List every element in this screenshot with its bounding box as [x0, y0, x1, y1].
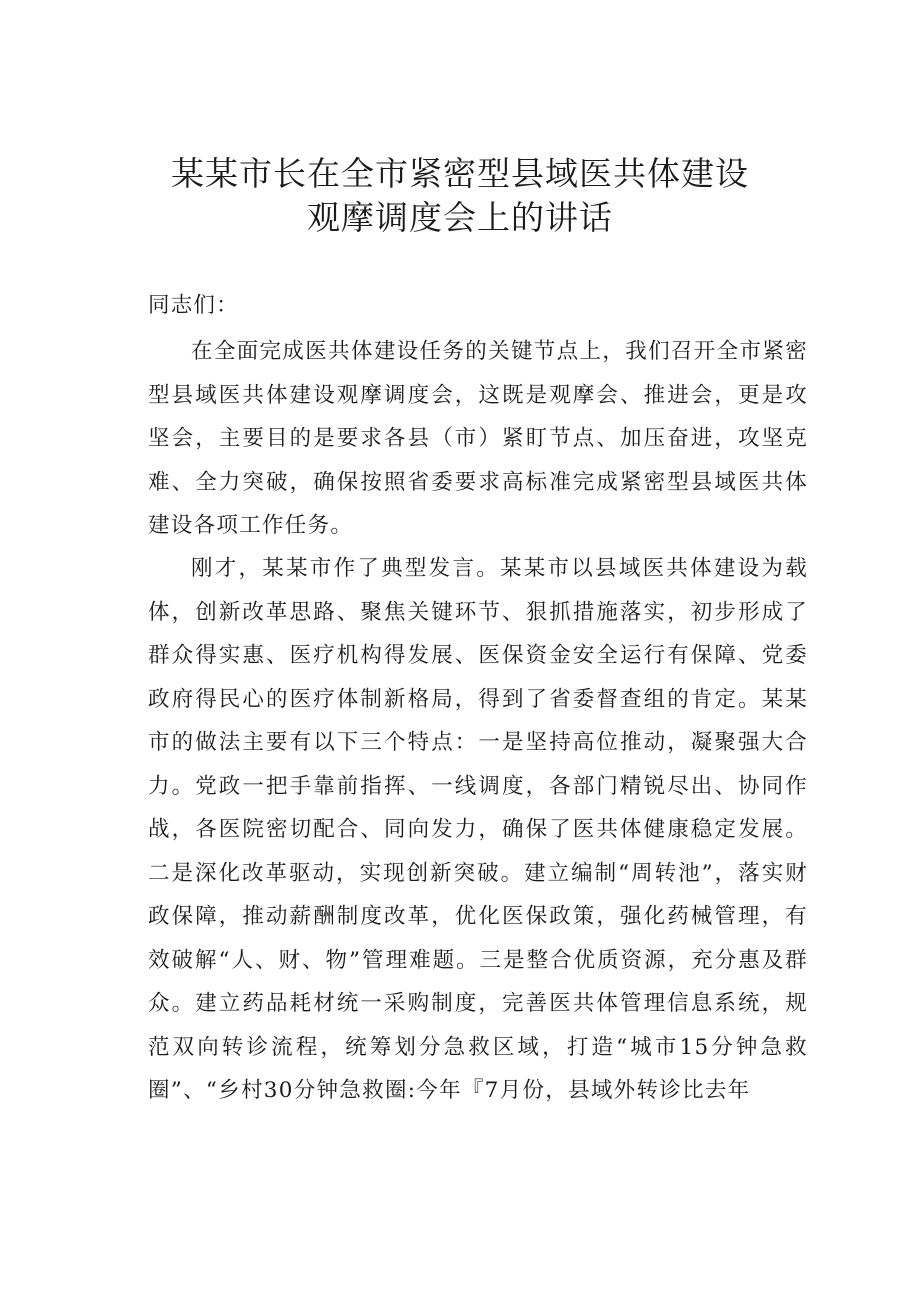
greeting: 同志们： [148, 293, 239, 318]
paragraph-2: 刚才，某某市作了典型发言。某某市以县域医共体建设为载体，创新改革思路、聚焦关键环节、狠抓措施落实，初步形成了群众得实惠、医疗机构得发展、医保资金安全运行有保障、党委政府得民心的医疗体制新格局，得到了省委督查组的肯定。某某市的做法主要有以下三个特点：一是坚持高位推动，凝聚强大合力。党政一把手靠前指挥、一线调度，各部门精锐尽出、协同作战，各医院密切配合、同向发力，确保了医共体健康稳定发展。二是深化改革驱动，实现创新突破。建立编制“周转池”，落实财政保障，推动薪酬制度改革，优化医保政策，强化药械管理，有效破解“人、财、物”管理难题。三是整合优质资源，充分惠及群众。建立药品耗材统一采购制度，完善医共体管理信息系统，规范双向转诊流程，统筹划分急救区域，打造“城市15分钟急救圈”、“乡村30分钟急救圈:今年『7月份，县域外转诊比去年 [148, 556, 808, 1103]
paragraph-1: 在全面完成医共体建设任务的关键节点上，我们召开全市紧密型县域医共体建设观摩调度会，这既是观摩会、推进会，更是攻坚会，主要目的是要求各县（市）紧盯节点、加压奋进，攻坚克难、全力突破，确保按照省委要求高标准完成紧密型县域医共体建设各项工作任务。 [148, 339, 808, 538]
document-title-line-1: 某某市长在全市紧密型县域医共体建设 [171, 154, 749, 193]
document-title-line-2: 观摩调度会上的讲话 [307, 198, 613, 237]
